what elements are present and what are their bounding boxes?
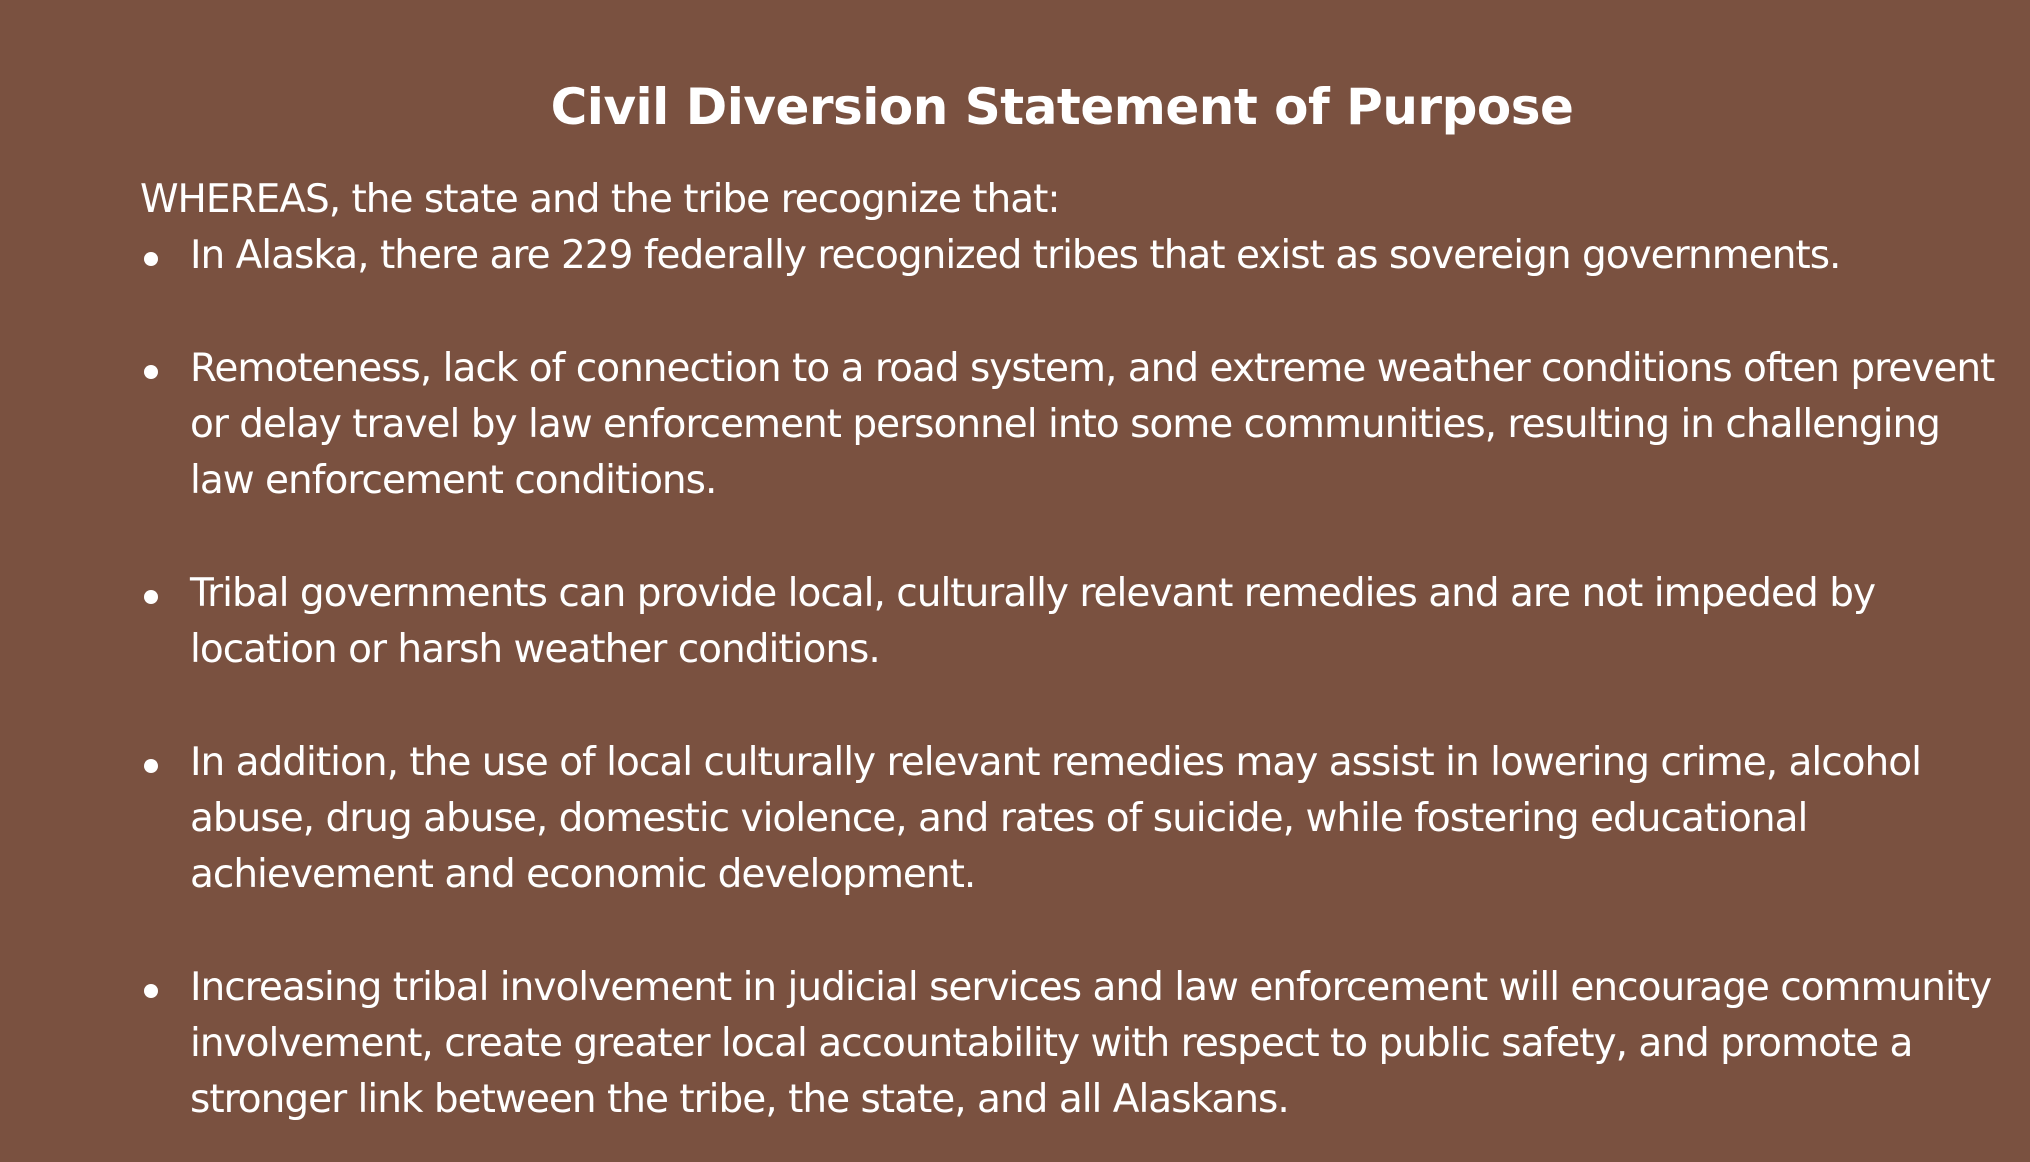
bullet-text: Tribal governments can provide local, culturally relevant remedies and are not impeded by location or harsh weather conditions. bbox=[190, 571, 1876, 672]
bullet-icon bbox=[144, 759, 158, 773]
bullet-icon bbox=[144, 252, 158, 266]
list-item bbox=[140, 960, 2000, 1128]
bullet-text: In Alaska, there are 229 federally recognized tribes that exist as sovereign governments. bbox=[190, 233, 1841, 278]
list-item bbox=[140, 735, 2000, 903]
bullet-list bbox=[140, 228, 2000, 1128]
bullet-text: In addition, the use of local culturally relevant remedies may assist in lowering crime, alcohol abuse, drug abuse, domestic violence, and rates of suicide, while fostering educational achievement and economic development. bbox=[190, 740, 1921, 897]
list-item bbox=[140, 566, 2000, 678]
bullet-icon bbox=[144, 590, 158, 604]
bullet-text: Increasing tribal involvement in judicial services and law enforcement will encourage community involvement, create greater local accountability with respect to public safety, and promote a stronger link between the tribe, the state, and all Alaskans. bbox=[190, 965, 1992, 1122]
slide-title: Civil Diversion Statement of Purpose bbox=[550, 77, 1574, 136]
bullet-icon bbox=[144, 365, 158, 379]
list-item bbox=[140, 341, 2000, 509]
statement-body bbox=[140, 172, 2000, 1128]
whereas-intro: WHEREAS, the state and the tribe recognize that: bbox=[140, 177, 1060, 222]
list-item bbox=[140, 228, 2000, 284]
bullet-text: Remoteness, lack of connection to a road system, and extreme weather conditions often prevent or delay travel by law enforcement personnel into some communities, resulting in challenging law enforcement conditions. bbox=[190, 346, 1995, 503]
bullet-icon bbox=[144, 984, 158, 998]
